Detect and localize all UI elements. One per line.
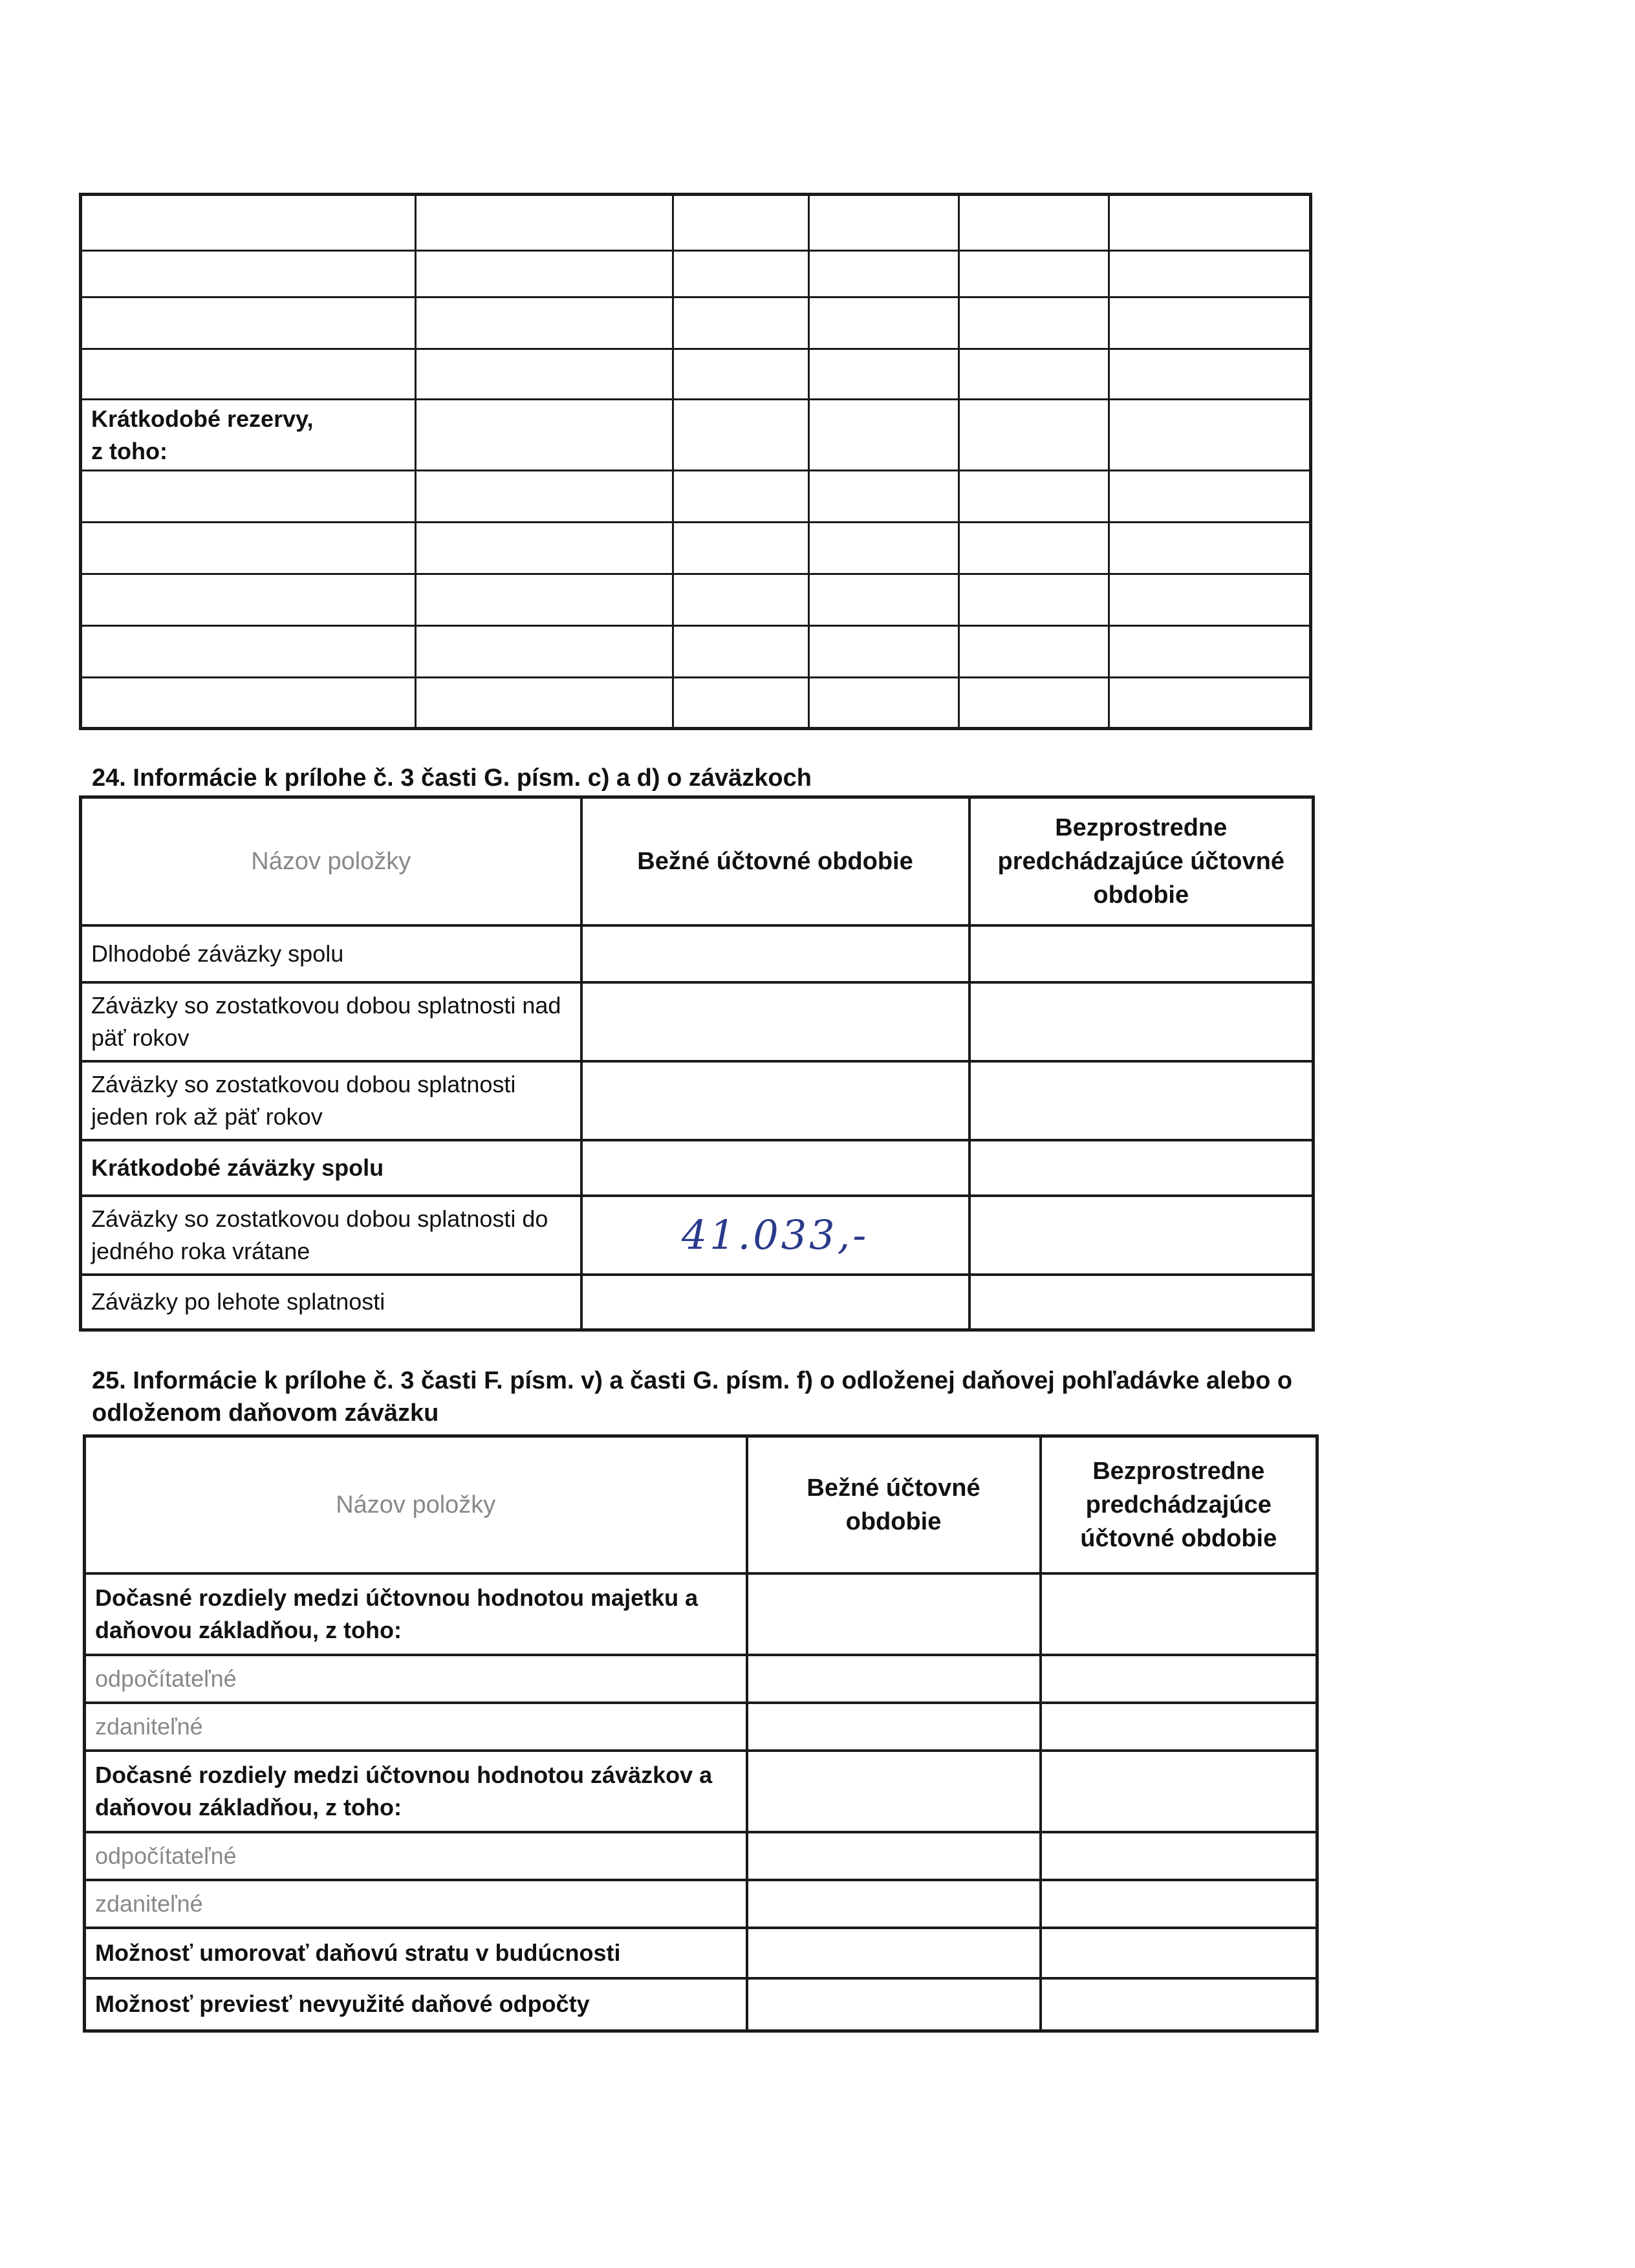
t23-cell	[81, 626, 416, 678]
t24-row-label: Záväzky so zostatkovou dobou splatnosti nad päť rokov	[81, 982, 581, 1061]
t25-row-previous	[1041, 1703, 1317, 1751]
t24-row-label: Záväzky so zostatkovou dobou splatnosti do jedného roka vrátane	[81, 1196, 581, 1275]
t24-row-previous	[969, 1061, 1314, 1140]
t23-cell	[81, 574, 416, 626]
t24-row-current	[581, 982, 969, 1061]
t25-row-label: Dočasné rozdiely medzi účtovnou hodnotou majetku a daňovou základňou, z toho:	[85, 1573, 747, 1655]
t24-row-current	[581, 925, 969, 982]
t25-row-previous	[1041, 1978, 1317, 2031]
t24-row-label: Záväzky po lehote splatnosti	[81, 1275, 581, 1330]
t23-cell	[81, 195, 416, 251]
t24-row-label: Krátkodobé záväzky spolu	[81, 1140, 581, 1196]
t23-cell	[81, 349, 416, 400]
t24-row-previous	[969, 925, 1314, 982]
t24-header-previous: Bezprostredne predchádzajúce účtovné obdobie	[969, 797, 1314, 925]
t25-row-label: Dočasné rozdiely medzi účtovnou hodnotou záväzkov a daňovou základňou, z toho:	[85, 1751, 747, 1832]
t25-row-current	[747, 1832, 1041, 1880]
t25-row-label: zdaniteľné	[85, 1703, 747, 1751]
t25-row-label: Možnosť umorovať daňovú stratu v budúcnosti	[85, 1928, 747, 1978]
t25-row-label: odpočítateľné	[85, 1832, 747, 1880]
table-24-liabilities	[79, 795, 1315, 1332]
t25-row-current	[747, 1703, 1041, 1751]
t25-row-current	[747, 1573, 1041, 1655]
t24-row-previous	[969, 1275, 1314, 1330]
t25-row-current	[747, 1751, 1041, 1832]
table-25-deferred-tax	[83, 1434, 1319, 2033]
t24-row-label: Záväzky so zostatkovou dobou splatnosti jeden rok až päť rokov	[81, 1061, 581, 1140]
t23-cell	[81, 523, 416, 574]
t24-header-name: Názov položky	[81, 797, 581, 925]
t25-row-current	[747, 1928, 1041, 1978]
t23-cell	[81, 678, 416, 729]
t24-row-current	[581, 1061, 969, 1140]
t24-row-current-handwritten: 41.033,-	[581, 1196, 969, 1275]
t25-row-current	[747, 1978, 1041, 2031]
t25-row-previous	[1041, 1832, 1317, 1880]
t25-header-current: Bežné účtovné obdobie	[747, 1436, 1041, 1573]
t25-row-label: Možnosť previesť nevyužité daňové odpočty	[85, 1978, 747, 2031]
t24-row-label: Dlhodobé záväzky spolu	[81, 925, 581, 982]
t24-row-previous	[969, 1140, 1314, 1196]
t24-row-previous	[969, 982, 1314, 1061]
t25-row-label: odpočítateľné	[85, 1655, 747, 1703]
t24-row-current	[581, 1140, 969, 1196]
t25-header-name: Názov položky	[85, 1436, 747, 1573]
t25-row-current	[747, 1655, 1041, 1703]
t24-row-current	[581, 1275, 969, 1330]
t25-row-label: zdaniteľné	[85, 1880, 747, 1928]
t24-row-previous	[969, 1196, 1314, 1275]
t23-cell	[81, 297, 416, 349]
t23-cell	[81, 471, 416, 523]
table-23-continuation	[79, 193, 1312, 730]
t25-row-current	[747, 1880, 1041, 1928]
t25-row-previous	[1041, 1655, 1317, 1703]
t25-row-previous	[1041, 1880, 1317, 1928]
t25-row-previous	[1041, 1573, 1317, 1655]
t24-header-current: Bežné účtovné obdobie	[581, 797, 969, 925]
section-25-title: 25. Informácie k prílohe č. 3 časti F. písm. v) a časti G. písm. f) o odloženej daňovej pohľadávke alebo o odloženom daňovom záväzku	[92, 1367, 1293, 1427]
t25-row-previous	[1041, 1751, 1317, 1832]
t23-cell	[81, 251, 416, 297]
section-24-title: 24. Informácie k prílohe č. 3 časti G. písm. c) a d) o záväzkoch	[92, 764, 812, 792]
short-term-reserves-label: Krátkodobé rezervy, z toho:	[81, 400, 416, 471]
t25-header-previous: Bezprostredne predchádzajúce účtovné obdobie	[1041, 1436, 1317, 1573]
t25-row-previous	[1041, 1928, 1317, 1978]
